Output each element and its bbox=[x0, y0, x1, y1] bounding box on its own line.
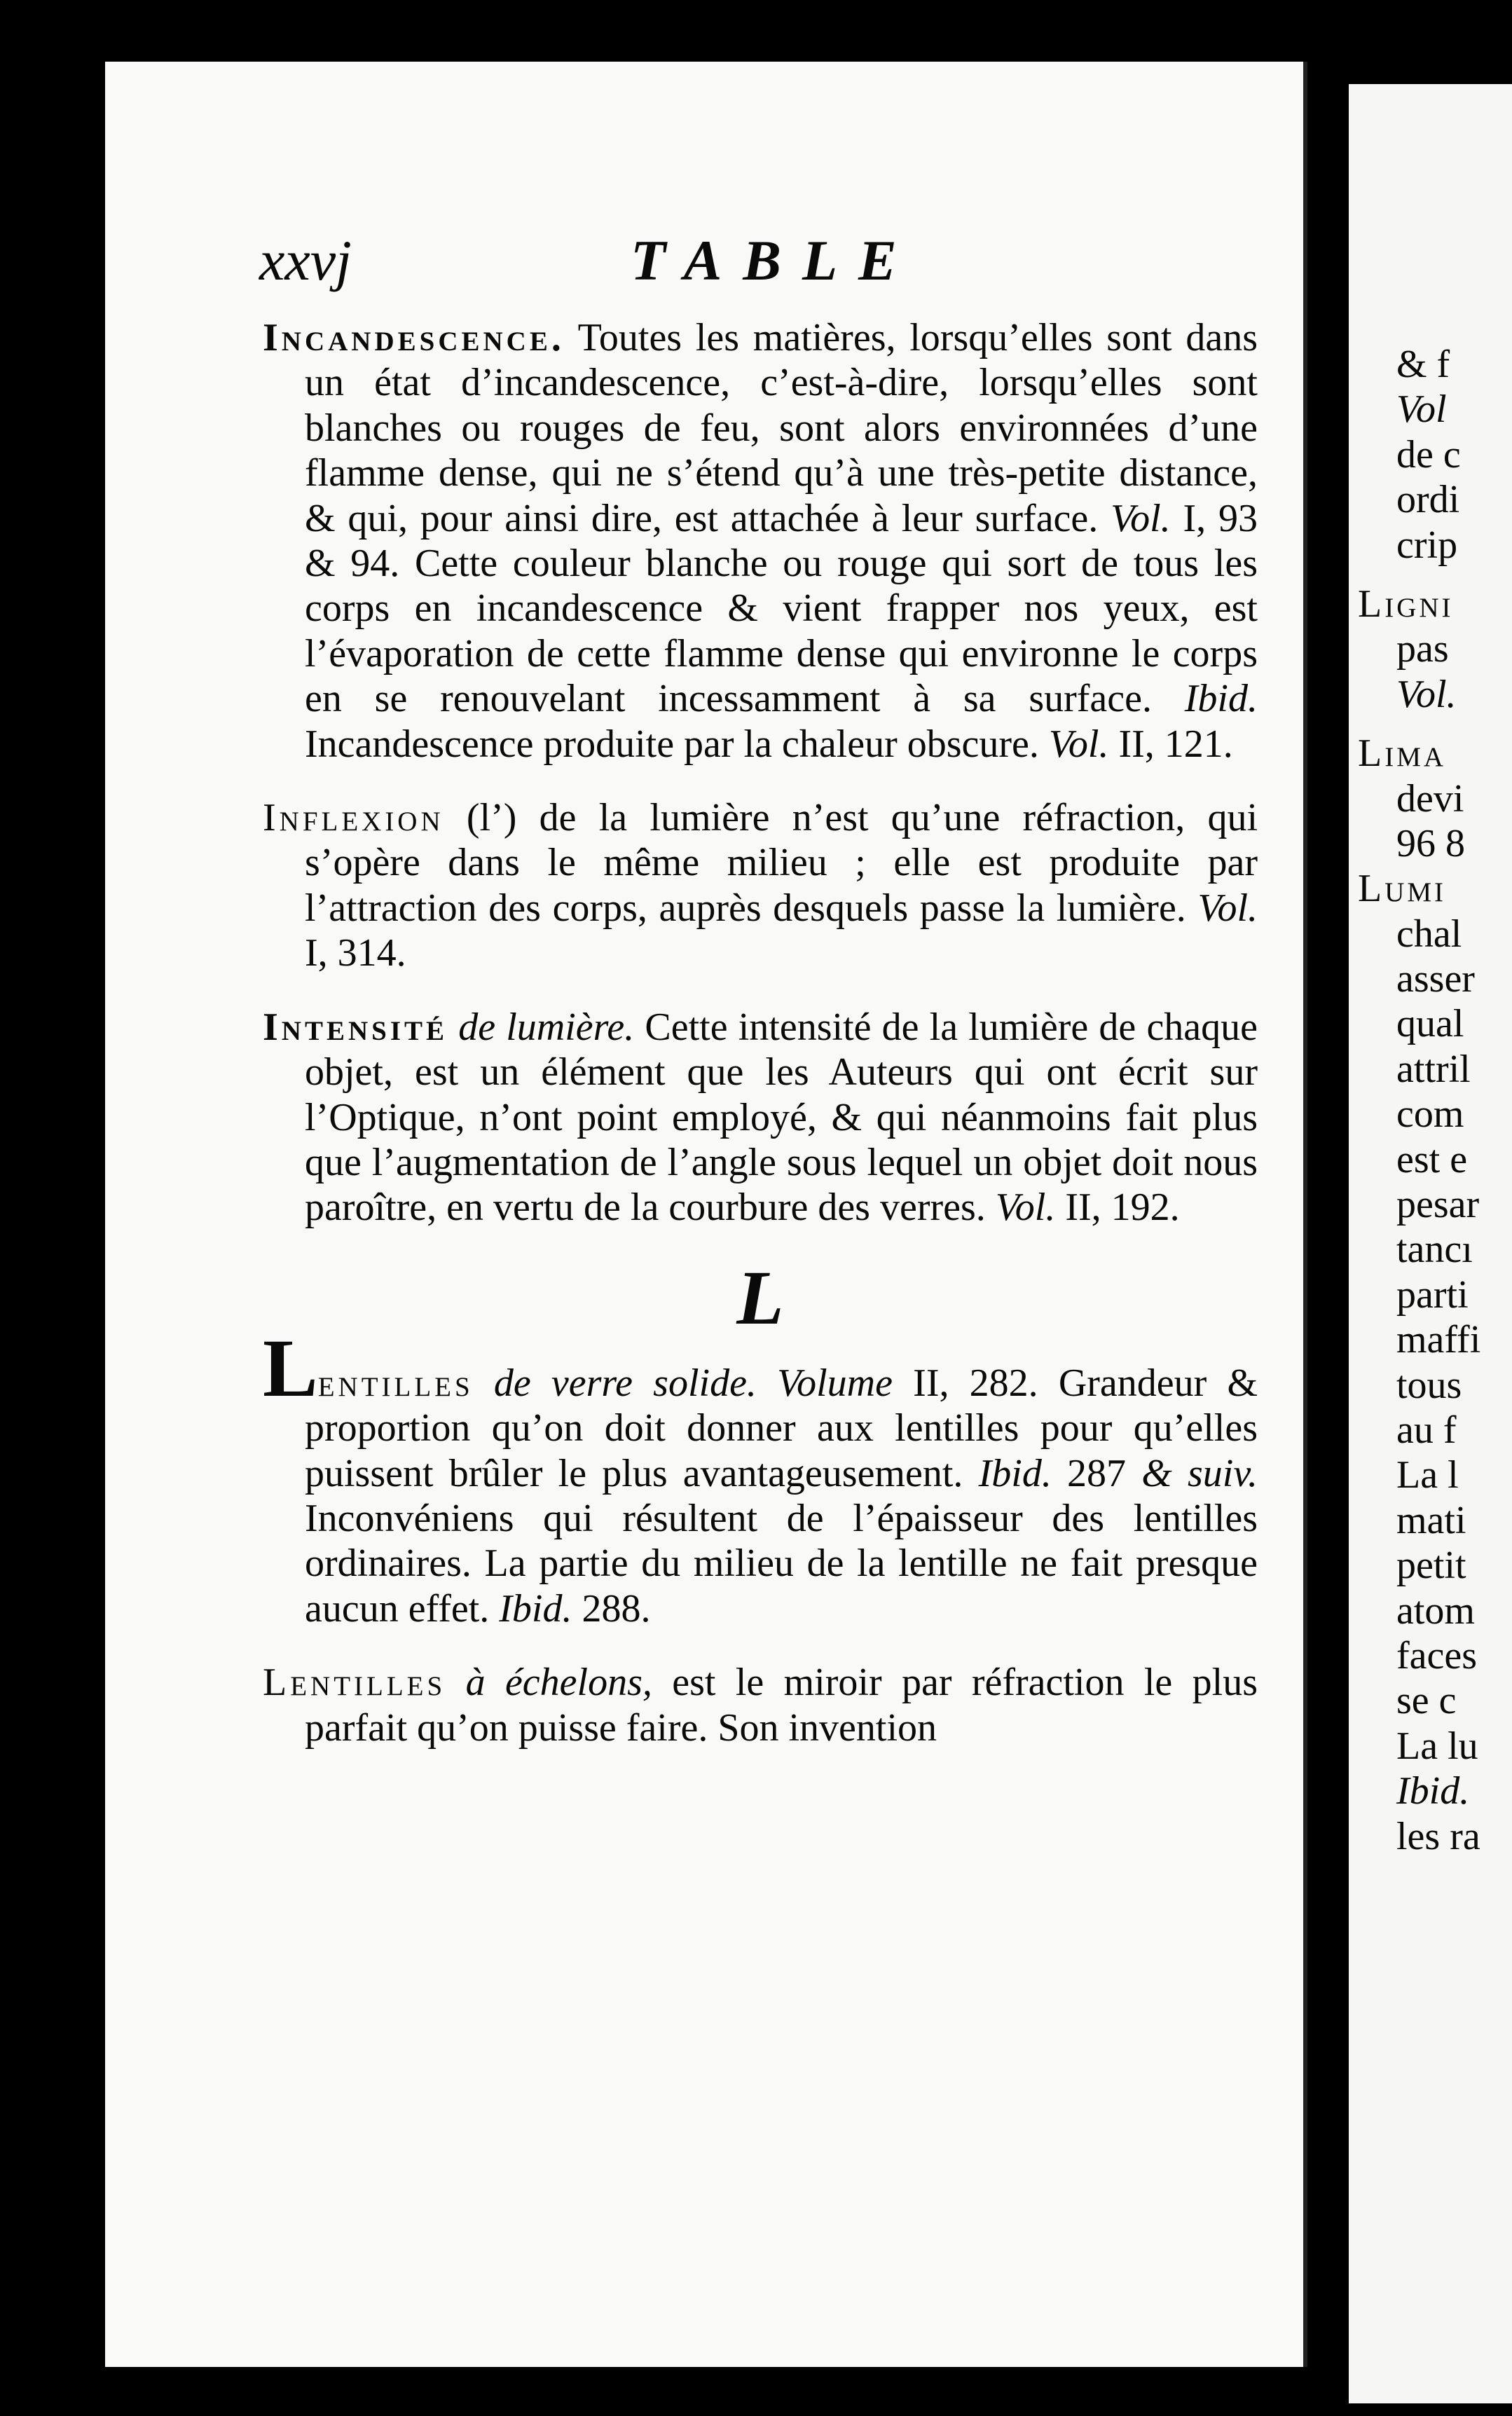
left-page bbox=[105, 62, 1307, 2367]
right-line: Ibid. bbox=[1396, 1769, 1470, 1813]
entry-ref: Vol. bbox=[1111, 496, 1171, 540]
entry-head-italic: à échelons, bbox=[465, 1661, 652, 1705]
right-line: pesar bbox=[1396, 1183, 1480, 1227]
entry-text: Cette intensité de la lumière de chaque objet, est un élément que les Auteurs qui ont écrit sur l’Optique, n’ont point employé, & qui néanmoins fait plus que l’augmentation de l’angle sous lequel un objet doit nous paroître, en vertu de la courbure des verres. bbox=[305, 1005, 1258, 1230]
right-line: qual bbox=[1396, 1002, 1464, 1046]
right-page-column bbox=[1358, 342, 1512, 1859]
right-line: Ligni bbox=[1358, 582, 1454, 626]
right-line: La l bbox=[1396, 1453, 1459, 1497]
entry-ref-num: 287 bbox=[1067, 1451, 1127, 1495]
right-line: La lu bbox=[1396, 1724, 1478, 1768]
right-line: com bbox=[1396, 1092, 1464, 1137]
right-line: est e bbox=[1396, 1137, 1468, 1181]
entry-text: Toutes les matières, lorsqu’elles sont dans un état d’incandescence, c’est-à-dire, lorsqu’elles sont blanches ou rouges de feu, sont alors environnées d’une flamme dense, qui ne s’étend qu’à une très-petite distance, & qui, pour ainsi dire, est attachée à leur surface. bbox=[305, 316, 1258, 540]
right-line: asser bbox=[1396, 957, 1475, 1001]
entry-ref: Ibid. bbox=[978, 1451, 1052, 1495]
right-line: ordi bbox=[1396, 478, 1460, 522]
entry-ref-num: II, 192. bbox=[1065, 1186, 1180, 1230]
right-line: crip bbox=[1396, 523, 1458, 567]
right-line: de c bbox=[1396, 432, 1461, 476]
right-line: 96 8 bbox=[1396, 821, 1465, 865]
entry-head: Intensité bbox=[263, 1005, 448, 1049]
entry-text: Incandescence produite par la chaleur obscure. bbox=[305, 722, 1039, 766]
entry-ref: Ibid. bbox=[1184, 677, 1258, 721]
right-line: faces bbox=[1396, 1633, 1478, 1677]
entry-head: Inflexion bbox=[263, 796, 444, 840]
right-line: se c bbox=[1396, 1679, 1457, 1723]
right-line: & f bbox=[1396, 343, 1450, 386]
entry-text: Grandeur & proportion qu’on doit donner aux lentilles pour qu’elles puissent brûler le plus avantageusement. bbox=[305, 1361, 1258, 1495]
right-line: devi bbox=[1396, 776, 1464, 821]
section-letter: L bbox=[736, 1254, 784, 1340]
right-line: attril bbox=[1396, 1047, 1471, 1091]
entry-lentilles-echelons bbox=[263, 1660, 1258, 1750]
entry-ref-num: II, 121. bbox=[1118, 722, 1233, 766]
entry-inflexion bbox=[263, 795, 1258, 976]
right-line: atom bbox=[1396, 1588, 1475, 1633]
drop-cap: L bbox=[263, 1322, 318, 1414]
entry-ref-num: 288. bbox=[582, 1586, 651, 1631]
right-line: Lima bbox=[1358, 732, 1447, 776]
right-line: petit bbox=[1396, 1544, 1466, 1588]
right-line: Vol. bbox=[1396, 672, 1457, 716]
entry-ref: Volume bbox=[777, 1361, 893, 1405]
right-line: chal bbox=[1396, 912, 1462, 956]
right-line: Vol bbox=[1396, 387, 1447, 432]
right-line: maffi bbox=[1396, 1318, 1481, 1362]
entry-ref-num: I, 93 & 94. bbox=[305, 496, 1258, 586]
right-line: mati bbox=[1396, 1498, 1466, 1542]
entry-head-italic: de verre solide. bbox=[493, 1361, 757, 1405]
entry-head: Incandescence. bbox=[263, 316, 565, 359]
right-line: tous bbox=[1396, 1363, 1462, 1407]
right-line: les ra bbox=[1396, 1814, 1480, 1858]
right-line: au f bbox=[1396, 1408, 1457, 1452]
entry-head: entilles bbox=[317, 1361, 474, 1405]
entry-head-italic: de lumière. bbox=[458, 1005, 635, 1049]
entry-ref-num: II, 282. bbox=[913, 1361, 1038, 1405]
entry-ref-num: I, 314. bbox=[305, 931, 406, 975]
right-line: tancı bbox=[1396, 1228, 1473, 1272]
entry-ref: Ibid. bbox=[499, 1586, 572, 1631]
right-line: Lumi bbox=[1358, 867, 1447, 911]
right-page bbox=[1349, 84, 1512, 2403]
entry-incandescence bbox=[263, 315, 1258, 767]
entry-ref: Vol. bbox=[1048, 722, 1109, 766]
body-text bbox=[263, 315, 1258, 1779]
entry-text: est le miroir par réfraction le plus parfait qu’on puisse faire. Son invention bbox=[305, 1661, 1258, 1750]
entry-text: (l’) de la lumière n’est qu’une réfraction, qui s’opère dans le même milieu ; elle est produite par l’attraction des corps, auprès desquels passe la lumière. bbox=[305, 796, 1258, 930]
running-head: TABLE bbox=[631, 228, 918, 292]
right-line: parti bbox=[1396, 1272, 1469, 1317]
entry-ref: Vol. bbox=[995, 1186, 1056, 1230]
right-line: pas bbox=[1396, 627, 1449, 671]
page-number: xxvj bbox=[259, 228, 352, 292]
entry-text: Cette couleur blanche ou rouge qui sort de tous les corps en incandescence & vient frapper nos yeux, est l’évaporation de cette flamme dense qui environne le corps en se renouvelant incessamment à sa surface. bbox=[305, 542, 1258, 721]
entry-lentilles-verre bbox=[263, 1322, 1258, 1631]
entry-intensite bbox=[263, 1005, 1258, 1230]
entry-text: Inconvéniens qui résultent de l’épaisseur des lentilles ordinaires. La partie du milieu de la lentille ne fait presque aucun effet. bbox=[305, 1496, 1258, 1631]
entry-ref: & suiv. bbox=[1141, 1451, 1258, 1495]
entry-head: Lentilles bbox=[263, 1661, 446, 1705]
entry-ref: Vol. bbox=[1197, 886, 1258, 930]
